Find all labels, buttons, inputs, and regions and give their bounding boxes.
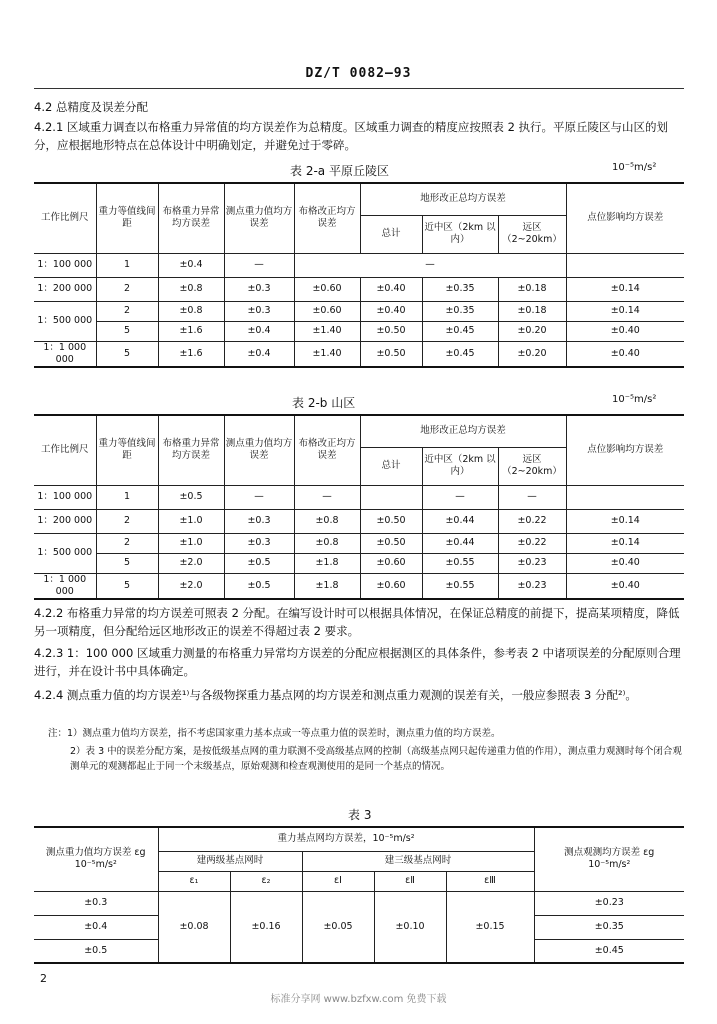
cell: ±1.40 [294, 321, 360, 341]
cell: ±0.4 [158, 253, 224, 277]
cell: ±0.45 [422, 341, 498, 367]
cell: 5 [96, 321, 158, 341]
cell: ±0.60 [360, 573, 422, 599]
th-right-unit: 10⁻⁵m/s² [588, 859, 631, 871]
cell: ±0.5 [34, 939, 158, 963]
cell: ±0.40 [360, 301, 422, 321]
table2a-unit: 10⁻⁵m/s² [612, 162, 657, 173]
th-e4: εⅡ [374, 871, 446, 891]
th-far: 远区（2~20km） [498, 215, 566, 253]
cell: ±0.22 [498, 533, 566, 553]
cell: ±1.40 [294, 341, 360, 367]
cell: — [498, 485, 566, 509]
cell: ±0.14 [566, 533, 684, 553]
cell: ±2.0 [158, 553, 224, 573]
cell: ±0.50 [360, 341, 422, 367]
th-bouguer: 布格重力异常均方误差 [158, 183, 224, 253]
cell: ±0.5 [224, 553, 294, 573]
cell: ±0.16 [230, 891, 302, 963]
cell: ±0.5 [158, 485, 224, 509]
cell: ±0.14 [566, 277, 684, 301]
cell: ±0.20 [498, 341, 566, 367]
cell: ±1.8 [294, 573, 360, 599]
cell: ±0.08 [158, 891, 230, 963]
cell: ±0.50 [360, 533, 422, 553]
cell: ±0.18 [498, 301, 566, 321]
cell: 5 [96, 553, 158, 573]
th-grade: 重力等值线间距 [96, 415, 158, 485]
cell: ±0.20 [498, 321, 566, 341]
cell: ±0.23 [498, 573, 566, 599]
header-rule [34, 88, 684, 89]
cell: 1：200 000 [34, 277, 96, 301]
th-near: 近中区（2km 以内） [422, 215, 498, 253]
cell: ±0.3 [224, 509, 294, 533]
th-total: 总计 [360, 447, 422, 485]
para-4-2-3: 4.2.3 1：100 000 区域重力测量的布格重力异常均方误差的分配应根据测区的具体条件，参考表 2 中诸项误差的分配原则合理进行，并在设计书中具体确定。 [34, 646, 681, 678]
page-number: 2 [40, 972, 47, 985]
cell: 2 [96, 277, 158, 301]
cell: 1：1 000 000 [34, 573, 96, 599]
cell: ±0.10 [374, 891, 446, 963]
cell: ±0.55 [422, 573, 498, 599]
th-e1: ε₁ [158, 871, 230, 891]
cell: ±0.15 [446, 891, 534, 963]
th-e3: εⅠ [302, 871, 374, 891]
cell [360, 485, 422, 509]
cell: — [294, 485, 360, 509]
para-4-2-4: 4.2.4 测点重力值的均方误差¹⁾与各级物探重力基点网的均方误差和测点重力观测的误差有关，一般应参照表 3 分配²⁾。 [34, 688, 637, 702]
doc-header: DZ/T 0082—93 [305, 66, 412, 81]
cell: ±0.8 [158, 301, 224, 321]
cell: 1：100 000 [34, 253, 96, 277]
cell: ±0.35 [534, 915, 684, 939]
th-left-label: 测点重力值均方误差 εg [45, 847, 146, 859]
th-right [534, 827, 684, 891]
th-mid: 重力基点网均方误差，10⁻⁵m/s² [158, 827, 534, 851]
cell: 2 [96, 509, 158, 533]
th-bouguer: 布格重力异常均方误差 [158, 415, 224, 485]
cell: 5 [96, 341, 158, 367]
cell: ±0.40 [566, 341, 684, 367]
cell: 2 [96, 533, 158, 553]
th-terrain-group: 地形改正总均方误差 [360, 415, 566, 447]
cell: ±0.50 [360, 321, 422, 341]
cell: ±0.45 [534, 939, 684, 963]
cell: ±0.40 [566, 553, 684, 573]
cell: ±0.60 [294, 301, 360, 321]
cell: ±0.18 [498, 277, 566, 301]
cell: ±1.6 [158, 341, 224, 367]
cell: ±0.4 [224, 321, 294, 341]
cell: ±1.0 [158, 533, 224, 553]
cell: ±0.50 [360, 509, 422, 533]
cell: ±0.40 [566, 321, 684, 341]
th-bgcorr: 布格改正均方误差 [294, 183, 360, 253]
cell: 1 [96, 485, 158, 509]
th-e2: ε₂ [230, 871, 302, 891]
para-4-2-2: 4.2.2 布格重力异常的均方误差可照表 2 分配。在编写设计时可以根据具体情况，在保证总精度的前提下，提高某项精度，降低另一项精度，但分配给远区地形改正的误差不得超过表 2 要求。 [34, 606, 680, 638]
section-heading: 4.2 总精度及误差分配 [34, 100, 148, 114]
th-far: 远区（2~20km） [498, 447, 566, 485]
cell: ±0.45 [422, 321, 498, 341]
cell: ±1.8 [294, 553, 360, 573]
cell: ±0.3 [224, 301, 294, 321]
table-2b [34, 414, 684, 600]
cell: — [224, 485, 294, 509]
cell: — [422, 485, 498, 509]
cell: 1：200 000 [34, 509, 96, 533]
th-pos: 点位影响均方误差 [566, 183, 684, 253]
cell: 1：500 000 [34, 533, 96, 573]
cell: ±0.14 [566, 301, 684, 321]
th-mid-b: 建三级基点网时 [302, 851, 534, 871]
th-right-label: 测点观测均方误差 εg [564, 847, 655, 859]
table3-caption: 表 3 [348, 808, 372, 822]
footnote-1: 注：1）测点重力值均方误差，指不考虑国家重力基本点或一等点重力值的误差时，测点重力值的均方误差。 [48, 728, 501, 739]
th-scale: 工作比例尺 [34, 183, 96, 253]
th-pos: 点位影响均方误差 [566, 415, 684, 485]
footnote-2: 2）表 3 中的误差分配方案，是按低级基点网的重力联测不受高级基点网的控制（高级基点网只起传递重力值的作用），测点重力观测时每个闭合观测单元的观测都起止于同一个末级基点，原始观测和检查观测使用的是同一个基点的情况。 [70, 746, 682, 772]
th-obs: 测点重力值均方误差 [224, 415, 294, 485]
th-left-unit: 10⁻⁵m/s² [74, 859, 117, 871]
th-mid-a: 建两级基点网时 [158, 851, 302, 871]
cell: ±0.8 [294, 533, 360, 553]
cell: ±0.44 [422, 509, 498, 533]
table2b-caption: 表 2-b 山区 [292, 396, 356, 410]
cell: ±0.22 [498, 509, 566, 533]
cell: ±0.55 [422, 553, 498, 573]
cell: 1：1 000 000 [34, 341, 96, 367]
cell: ±1.0 [158, 509, 224, 533]
cell: ±0.8 [158, 277, 224, 301]
th-total: 总计 [360, 215, 422, 253]
cell: ±0.3 [34, 891, 158, 915]
cell: 2 [96, 301, 158, 321]
cell: ±0.35 [422, 277, 498, 301]
cell: ±0.05 [302, 891, 374, 963]
cell: ±0.23 [498, 553, 566, 573]
cell: ±0.3 [224, 533, 294, 553]
cell: — [224, 253, 294, 277]
th-bgcorr: 布格改正均方误差 [294, 415, 360, 485]
cell: ±0.40 [566, 573, 684, 599]
th-grade: 重力等值线间距 [96, 183, 158, 253]
th-scale: 工作比例尺 [34, 415, 96, 485]
th-left [34, 827, 158, 891]
th-e5: εⅢ [446, 871, 534, 891]
cell: ±0.40 [360, 277, 422, 301]
cell: ±0.5 [224, 573, 294, 599]
cell: 1：100 000 [34, 485, 96, 509]
th-near: 近中区（2km 以内） [422, 447, 498, 485]
cell: ±0.4 [224, 341, 294, 367]
cell [566, 253, 684, 277]
cell: ±0.23 [534, 891, 684, 915]
cell: — [294, 253, 566, 277]
table-3 [34, 826, 684, 964]
th-terrain-group: 地形改正总均方误差 [360, 183, 566, 215]
para-4-2-1: 4.2.1 区域重力调查以布格重力异常值的均方误差作为总精度。区域重力调查的精度应按照表 2 执行。平原丘陵区与山区的划分，应根据地形特点在总体设计中明确划定，并避免过于零碎。 [34, 120, 669, 152]
cell: ±0.60 [360, 553, 422, 573]
cell: ±0.35 [422, 301, 498, 321]
cell: 1 [96, 253, 158, 277]
cell: ±0.44 [422, 533, 498, 553]
cell: ±1.6 [158, 321, 224, 341]
cell: ±0.14 [566, 509, 684, 533]
cell: ±0.3 [224, 277, 294, 301]
th-obs: 测点重力值均方误差 [224, 183, 294, 253]
cell: ±0.60 [294, 277, 360, 301]
site-footer: 标准分享网 www.bzfxw.com 免费下载 [270, 994, 447, 1005]
table2a-caption: 表 2-a 平原丘陵区 [290, 164, 389, 178]
cell [566, 485, 684, 509]
cell: ±2.0 [158, 573, 224, 599]
table2b-unit: 10⁻⁵m/s² [612, 394, 657, 405]
cell: 5 [96, 573, 158, 599]
table-2a [34, 182, 684, 368]
cell: ±0.8 [294, 509, 360, 533]
cell: ±0.4 [34, 915, 158, 939]
cell: 1：500 000 [34, 301, 96, 341]
